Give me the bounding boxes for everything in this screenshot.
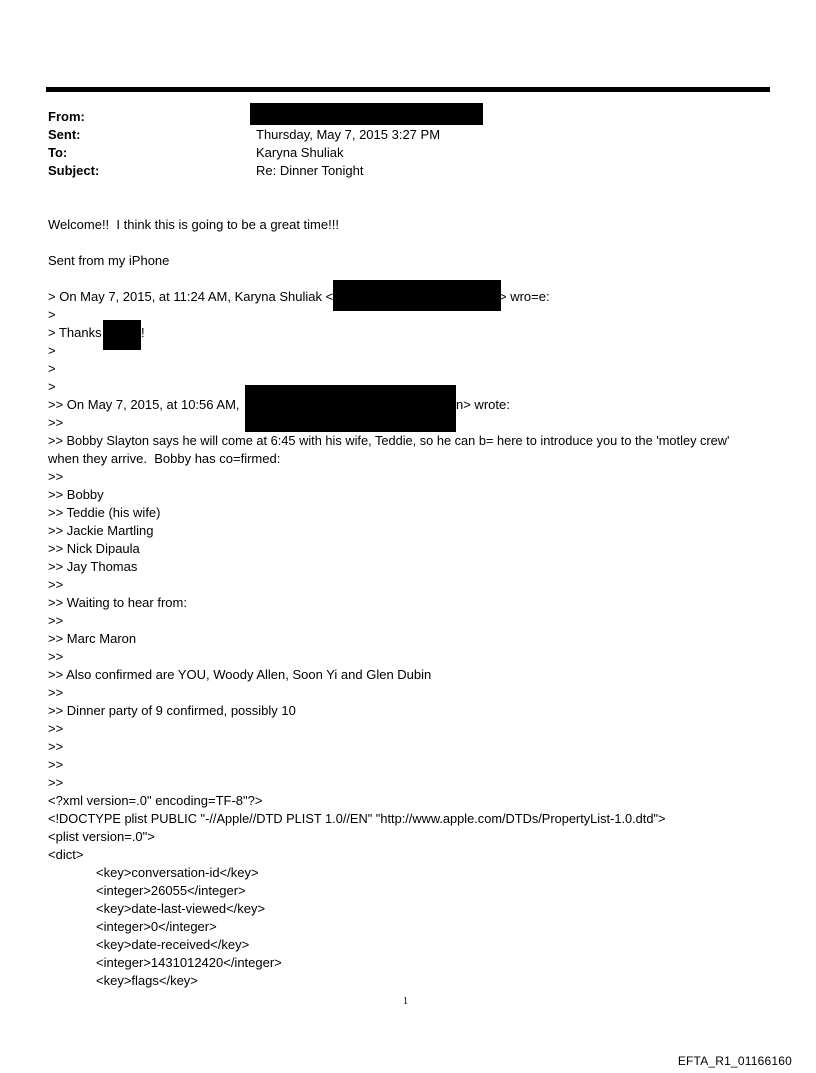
quote-line: >> Nick Dipaula xyxy=(48,541,140,556)
xml-line: <integer>26055</integer> xyxy=(96,883,246,898)
quote-line: > Thanks xyxy=(48,325,102,340)
quote-line: >> xyxy=(48,775,64,790)
xml-line: <integer>1431012420</integer> xyxy=(96,955,282,970)
xml-line: <key>date-last-viewed</key> xyxy=(96,901,266,916)
quote-line: >> xyxy=(48,577,64,592)
quote-line: >> xyxy=(48,757,64,772)
quote-line: > On May 7, 2015, at 11:24 AM, Karyna Shuliak < xyxy=(48,289,334,304)
name-redaction xyxy=(103,320,141,350)
xml-line: <key>date-received</key> xyxy=(96,937,250,952)
quote-line: when they arrive. Bobby has co=firmed: xyxy=(48,451,281,466)
quote-line: >> Bobby xyxy=(48,487,104,502)
xml-line: <!DOCTYPE plist PUBLIC "-//Apple//DTD PLIST 1.0//EN" "http://www.apple.com/DTDs/PropertyList-1.0.dtd"> xyxy=(48,811,666,826)
subject-label: Subject: xyxy=(48,163,100,178)
email-redaction xyxy=(333,280,501,311)
quote-line: > xyxy=(48,307,56,322)
quote-line: >> Waiting to hear from: xyxy=(48,595,187,610)
quote-line: >> xyxy=(48,469,64,484)
quote-line: > xyxy=(48,379,56,394)
quote-line: > xyxy=(48,361,56,376)
to-value: Karyna Shuliak xyxy=(256,145,344,160)
quote-line: >> Marc Maron xyxy=(48,631,137,646)
quote-line: >> Dinner party of 9 confirmed, possibly 10 xyxy=(48,703,296,718)
quote-line: >> xyxy=(48,613,64,628)
sender-redaction xyxy=(245,385,456,432)
quote-line: >> Bobby Slayton says he will come at 6:45 with his wife, Teddie, so he can b= here to introduce you to the 'motley crew' xyxy=(48,433,730,448)
page-number: 1 xyxy=(403,996,408,1007)
from-redaction xyxy=(250,103,483,125)
quote-line: n> wrote: xyxy=(456,397,510,412)
body-signature: Sent from my iPhone xyxy=(48,253,170,268)
subject-value: Re: Dinner Tonight xyxy=(256,163,364,178)
quote-line: >> xyxy=(48,721,64,736)
quote-line: >> Teddie (his wife) xyxy=(48,505,161,520)
quote-line: >> On May 7, 2015, at 10:56 AM, xyxy=(48,397,240,412)
sent-label: Sent: xyxy=(48,127,81,142)
quote-line: >> xyxy=(48,685,64,700)
quote-line: ! xyxy=(141,325,145,340)
xml-line: <integer>0</integer> xyxy=(96,919,217,934)
xml-line: <key>conversation-id</key> xyxy=(96,865,259,880)
quote-line: >> Jay Thomas xyxy=(48,559,138,574)
xml-line: <?xml version=.0" encoding=TF-8"?> xyxy=(48,793,263,808)
xml-line: <plist version=.0"> xyxy=(48,829,155,844)
to-label: To: xyxy=(48,145,68,160)
quote-line: >> xyxy=(48,649,64,664)
from-label: From: xyxy=(48,109,85,124)
quote-line: >> xyxy=(48,415,64,430)
sent-value: Thursday, May 7, 2015 3:27 PM xyxy=(256,127,441,142)
quote-line: >> Jackie Martling xyxy=(48,523,154,538)
bates-number: EFTA_R1_01166160 xyxy=(677,1054,792,1068)
quote-line: >> Also confirmed are YOU, Woody Allen, Soon Yi and Glen Dubin xyxy=(48,667,432,682)
quote-line: >> xyxy=(48,739,64,754)
quote-line: > wro=e: xyxy=(499,289,550,304)
body-welcome: Welcome!! I think this is going to be a great time!!! xyxy=(48,217,339,232)
header-rule xyxy=(46,87,770,92)
xml-line: <dict> xyxy=(48,847,84,862)
xml-line: <key>flags</key> xyxy=(96,973,198,988)
quote-line: > xyxy=(48,343,56,358)
